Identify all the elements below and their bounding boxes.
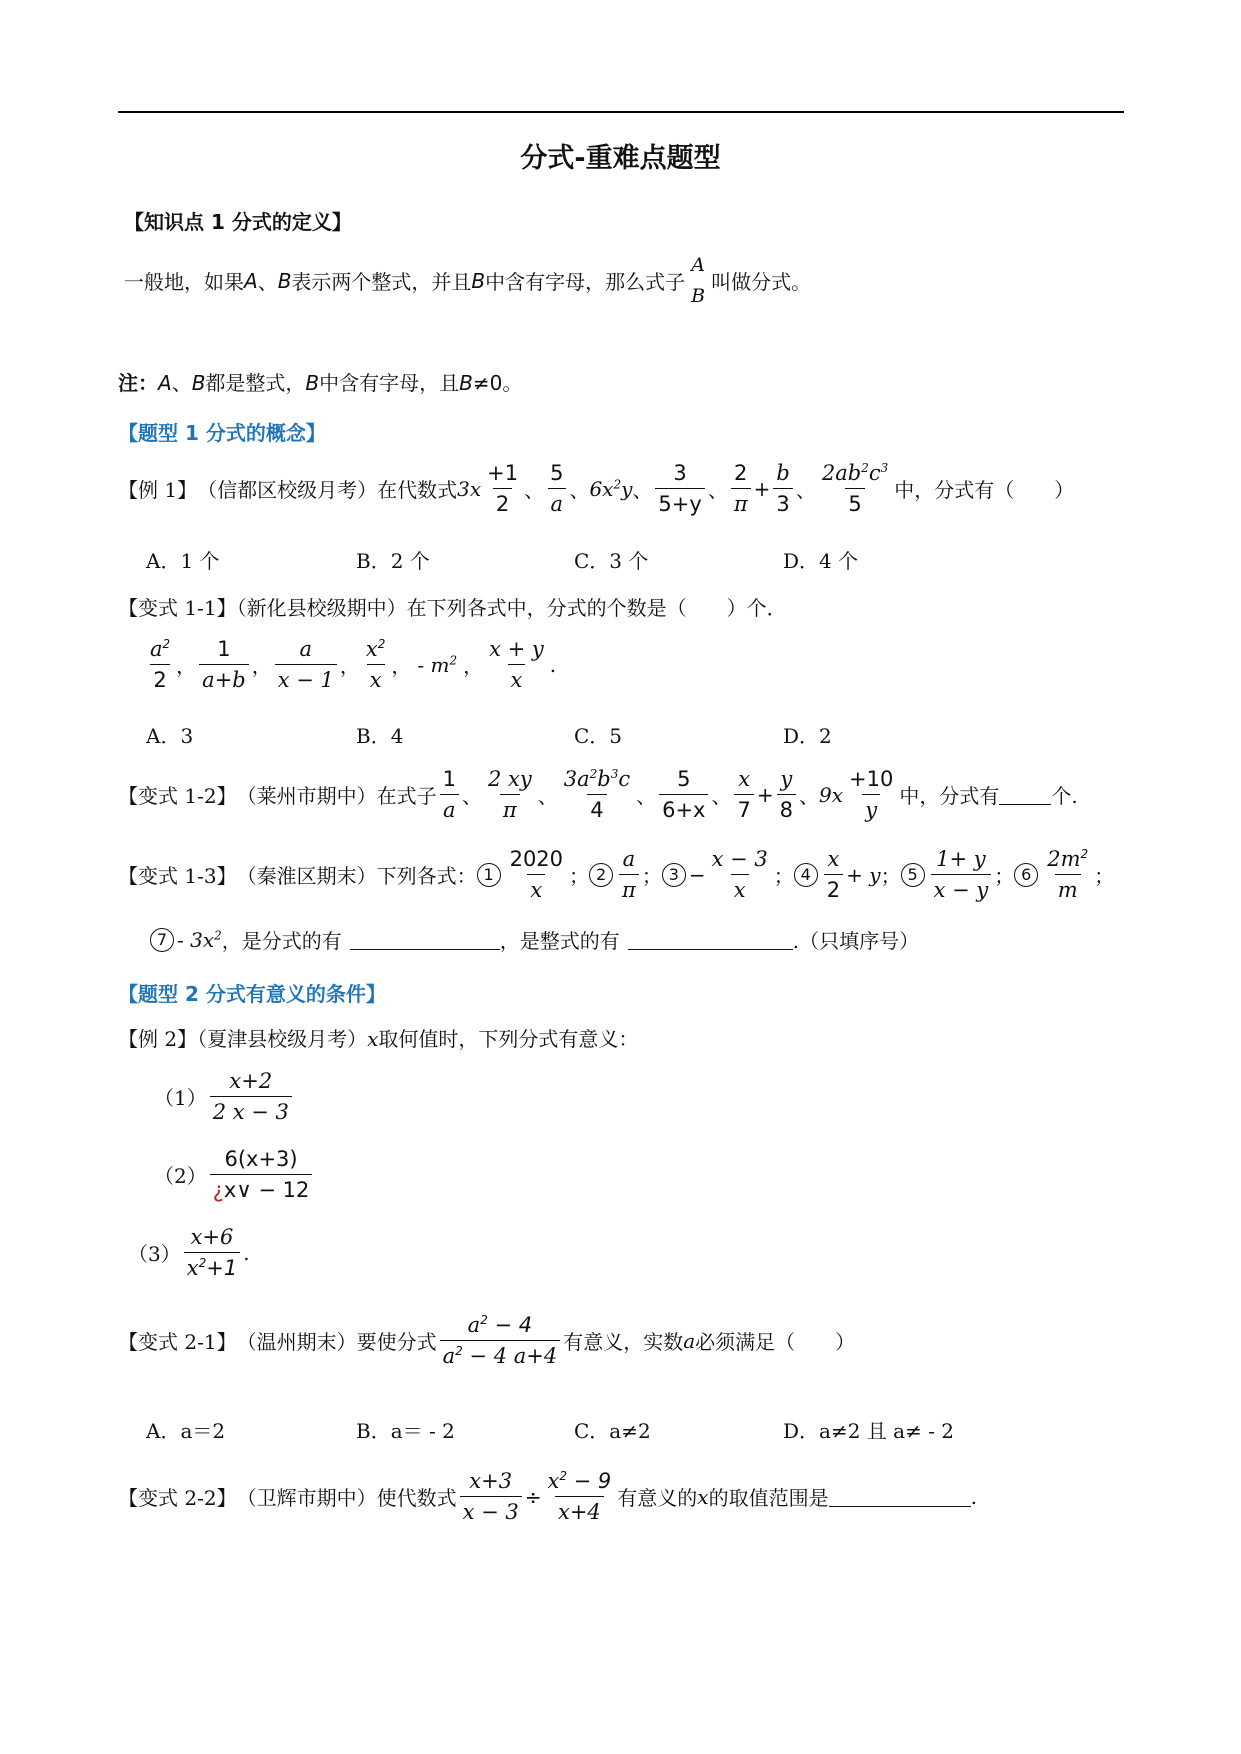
- v21-option-d[interactable]: D．a≠2 且 a≠ - 2: [783, 1419, 955, 1443]
- ex2-item-3-period: .: [243, 1240, 250, 1265]
- kp1-def-text-2: 表示两个整式，并且: [291, 270, 472, 294]
- v13-circle-5: 5: [901, 863, 925, 887]
- v21-option-a[interactable]: A．a＝2: [146, 1419, 226, 1443]
- ex1-frac-5: $\frac{b}{3}$: [773, 460, 792, 517]
- v12-expr-5: $\frac{x}{7}$: [734, 766, 753, 823]
- kp1-note: [118, 367, 522, 396]
- kp1-definition: [124, 252, 811, 309]
- ex2-item-2-frac: $\frac{6(x+3)}{¿x\vee - 12}$: [210, 1146, 313, 1203]
- v12-tail: 中，分式有: [899, 784, 1000, 808]
- ex1-option-b[interactable]: B．2 个: [356, 549, 430, 573]
- v11-expr-3: $\frac{a}{x - 1}$: [275, 636, 337, 693]
- v11-option-d[interactable]: D．2: [783, 724, 832, 748]
- v13-expr-5: $\frac{1+ y}{x - y}$: [931, 846, 992, 903]
- v22-answer-blank[interactable]: [829, 1486, 971, 1507]
- ex1-label: 【例 1】: [118, 478, 198, 502]
- v12-source: （莱州市期中）在式子: [236, 784, 437, 808]
- v12-sep: 、: [461, 784, 482, 808]
- v13-expr-1: $\frac{2020}{x}$: [509, 847, 564, 902]
- type1-heading: 【题型 1 分式的概念】: [118, 421, 326, 445]
- v12-answer-blank[interactable]: [999, 784, 1051, 805]
- ex2-item-1-frac: $\frac{x+2}{2 x - 3}$: [210, 1068, 292, 1125]
- v11-expressions: [144, 636, 556, 693]
- kp1-def-A: A: [244, 268, 258, 293]
- v22-divide: ÷: [524, 1484, 542, 1509]
- ex2-question: [118, 1023, 638, 1052]
- v12-expr-7: $\frac{+10}{y}$: [849, 767, 894, 822]
- ex1-tail: 中，分式有（ ）: [894, 478, 1075, 502]
- kp1-def-B2: B: [471, 268, 486, 293]
- v21-frac: $\frac{a^2 - 4}{a^2 - 4 a+4}$: [440, 1312, 561, 1369]
- v22-var: x: [697, 1484, 709, 1509]
- v12-expr-3: $\frac{3a^2b^3c}{4}$: [563, 767, 631, 822]
- v12-question: [118, 766, 1078, 823]
- v12-expr-1: $\frac{1}{a}$: [440, 766, 459, 823]
- v11-question: [118, 592, 787, 621]
- v21-text: 有意义，实数: [563, 1330, 684, 1354]
- kp1-note-B: B: [191, 371, 206, 395]
- v21-text2: 必须满足（ ）: [695, 1330, 856, 1354]
- v12-expr-4: $\frac{5}{6+x}$: [659, 766, 708, 823]
- kp1-note-label: 注：: [118, 371, 158, 395]
- ex1-frac-6: $\frac{2ab^2c^3}{5}$: [821, 461, 889, 516]
- v12-term-9x: 9x: [819, 782, 844, 807]
- v11-option-a[interactable]: A．3: [146, 724, 194, 748]
- ex1-term-6x2y: $6x^2y$: [589, 476, 633, 501]
- v11-expr-6: $\frac{x + y}{x}$: [489, 637, 544, 692]
- v13-integral-blank[interactable]: [628, 929, 793, 950]
- v13-semicolon: ；: [994, 864, 1015, 888]
- v12-expr-2: $\frac{2 xy}{\pi}$: [487, 767, 532, 822]
- v13-minus: −: [688, 862, 706, 887]
- v22-frac-1: $\frac{x+3}{x - 3}$: [460, 1468, 522, 1525]
- v11-option-c[interactable]: C．5: [574, 724, 623, 748]
- ex1-sep: 、: [707, 478, 728, 502]
- ex1-sep: 、: [632, 478, 653, 502]
- ex2-source: （夏津县校级月考）: [197, 1027, 368, 1051]
- v11-text: （新化县校级期中）在下列各式中，分式的个数是（ ）个．: [236, 596, 787, 620]
- v21-question: [118, 1312, 855, 1369]
- ex1-sep: 、: [524, 478, 545, 502]
- v12-sep: 、: [537, 784, 558, 808]
- v13-circle-1: 1: [477, 863, 501, 887]
- ex1-frac-2: $\frac{5}{a}$: [547, 460, 566, 517]
- v22-question: [118, 1468, 977, 1525]
- ex1-question: [118, 460, 1074, 517]
- v13-text-integral: ，是整式的有: [499, 929, 620, 953]
- v13-text-fraction: ，是分式的有: [221, 929, 342, 953]
- v11-option-b[interactable]: B．4: [356, 724, 404, 748]
- v11-comma: ，: [339, 654, 360, 678]
- type2-heading: 【题型 2 分式有意义的条件】: [118, 982, 386, 1006]
- v11-comma: ，: [176, 654, 197, 678]
- v11-expr-5: - $m^2$: [417, 652, 458, 677]
- v13-semicolon: ；: [773, 864, 794, 888]
- top-rule: [118, 111, 1124, 113]
- ex1-frac-3: $\frac{3}{5+y}$: [655, 460, 704, 517]
- ex2-item-2: [154, 1146, 315, 1203]
- v13-question-line2: 7 - $3x^2$ ，是分式的有 ，是整式的有 .（只填序号）: [150, 925, 919, 954]
- v11-comma: ，: [251, 654, 272, 678]
- v12-plus: +: [756, 782, 774, 807]
- v13-circle-7: 7: [150, 928, 174, 952]
- v13-expr-4-tail: + y: [846, 862, 881, 887]
- v13-circle-4: 4: [794, 863, 818, 887]
- v13-semicolon: ；: [569, 864, 590, 888]
- v12-label: 【变式 1-2】: [118, 784, 237, 808]
- page-title: 分式-重难点题型: [520, 143, 721, 174]
- v12-sep: 、: [636, 784, 657, 808]
- kp1-note-t2: 中含有字母，且: [319, 371, 460, 395]
- kp1-fraction-a-over-b: $\frac{A}{B}$: [688, 252, 708, 309]
- v13-question: [118, 846, 1114, 903]
- v12-sep: 、: [711, 784, 732, 808]
- ex2-item-3: [128, 1224, 250, 1281]
- v11-period: .: [549, 652, 557, 677]
- v13-text-tail: .（只填序号）: [792, 929, 920, 953]
- v11-expr-1: $\frac{a^2}{2}$: [150, 637, 171, 692]
- ex1-option-c[interactable]: C．3 个: [574, 549, 649, 573]
- v12-sep: 、: [799, 784, 819, 808]
- v13-fraction-blank[interactable]: [350, 929, 500, 950]
- ex1-frac-4: $\frac{2}{\pi}$: [731, 460, 751, 517]
- ex1-plus: +: [753, 476, 771, 501]
- ex1-term-3x: 3x: [457, 476, 482, 501]
- ex2-item-3-label: （3）: [128, 1242, 181, 1266]
- v21-var: a: [683, 1328, 696, 1353]
- v13-circle-6: 6: [1014, 863, 1038, 887]
- v13-expr-2: $\frac{a}{\pi}$: [619, 846, 639, 903]
- kp1-note-sep: 、: [171, 371, 192, 395]
- kp1-def-B: B: [277, 268, 292, 293]
- kp1-def-text-3: 中含有字母，那么式子: [485, 270, 686, 294]
- v13-expr-6: $\frac{2m^2}{m}$: [1047, 847, 1089, 902]
- ex2-label: 【例 2】: [118, 1027, 198, 1051]
- kp1-note-A: A: [158, 371, 172, 395]
- ex2-var: x: [367, 1027, 379, 1051]
- ex1-sep: 、: [569, 478, 590, 502]
- ex2-item-2-label: （2）: [154, 1164, 207, 1188]
- ex1-option-a[interactable]: A．1 个: [146, 549, 220, 573]
- v22-frac-2: $\frac{x^2 - 9}{x+4}$: [547, 1469, 612, 1524]
- v22-label: 【变式 2-2】: [118, 1486, 237, 1510]
- ex2-item-1-label: （1）: [154, 1086, 207, 1110]
- v22-text2: 的取值范围是: [708, 1486, 829, 1510]
- ex2-text: 取何值时，下列分式有意义：: [378, 1027, 639, 1051]
- v11-label: 【变式 1-1】: [118, 596, 237, 620]
- kp1-def-text-1: 一般地，如果: [124, 270, 244, 294]
- kp1-note-t3: ≠0。: [472, 371, 523, 395]
- ex1-source: （信都区校级月考）在代数式: [197, 478, 458, 502]
- kp1-def-text-4: 叫做分式。: [711, 270, 812, 294]
- v11-comma: ，: [463, 654, 484, 678]
- v22-text: 有意义的: [617, 1486, 698, 1510]
- v13-circle-2: 2: [589, 863, 613, 887]
- ex1-sep: 、: [795, 478, 816, 502]
- kp1-def-sep: 、: [257, 270, 278, 294]
- v11-expr-4: $\frac{x^2}{x}$: [365, 637, 386, 692]
- kp1-note-B3: B: [459, 371, 473, 395]
- ex1-option-d[interactable]: D．4 个: [783, 549, 859, 573]
- kp1-note-t1: 都是整式，: [205, 371, 306, 395]
- v11-expr-2: $\frac{1}{a+b}$: [199, 636, 249, 693]
- v13-circle-3: 3: [662, 863, 686, 887]
- v13-source: （秦淮区期末）下列各式：: [236, 864, 477, 888]
- v13-label: 【变式 1-3】: [118, 864, 237, 888]
- kp1-heading: 【知识点 1 分式的定义】: [124, 210, 352, 234]
- v12-expr-6: $\frac{y}{8}$: [777, 766, 796, 823]
- v13-semicolon: ；: [880, 864, 901, 888]
- v13-expr-3: $\frac{x - 3}{x}$: [711, 847, 768, 902]
- ex1-frac-1: $\frac{+1}{2}$: [487, 461, 519, 516]
- v13-semicolon: ；: [641, 864, 662, 888]
- v13-expr-7: - 3x: [177, 927, 215, 952]
- v21-option-c[interactable]: C．a≠2: [574, 1419, 651, 1443]
- ex2-item-1: [154, 1068, 295, 1125]
- v12-tail2: 个.: [1051, 784, 1078, 808]
- v21-source: （温州期末）要使分式: [236, 1330, 437, 1354]
- v11-comma: ，: [391, 654, 412, 678]
- v22-source: （卫辉市期中）使代数式: [236, 1486, 457, 1510]
- v13-semicolon: ；: [1094, 864, 1115, 888]
- ex2-item-3-frac: $\frac{x+6}{x^2+1}$: [184, 1224, 240, 1281]
- v21-option-b[interactable]: B．a＝ - 2: [356, 1419, 455, 1443]
- kp1-note-B2: B: [305, 371, 320, 395]
- v22-period: .: [970, 1484, 977, 1509]
- v21-label: 【变式 2-1】: [118, 1330, 237, 1354]
- v13-expr-4: $\frac{x}{2}$: [824, 846, 843, 903]
